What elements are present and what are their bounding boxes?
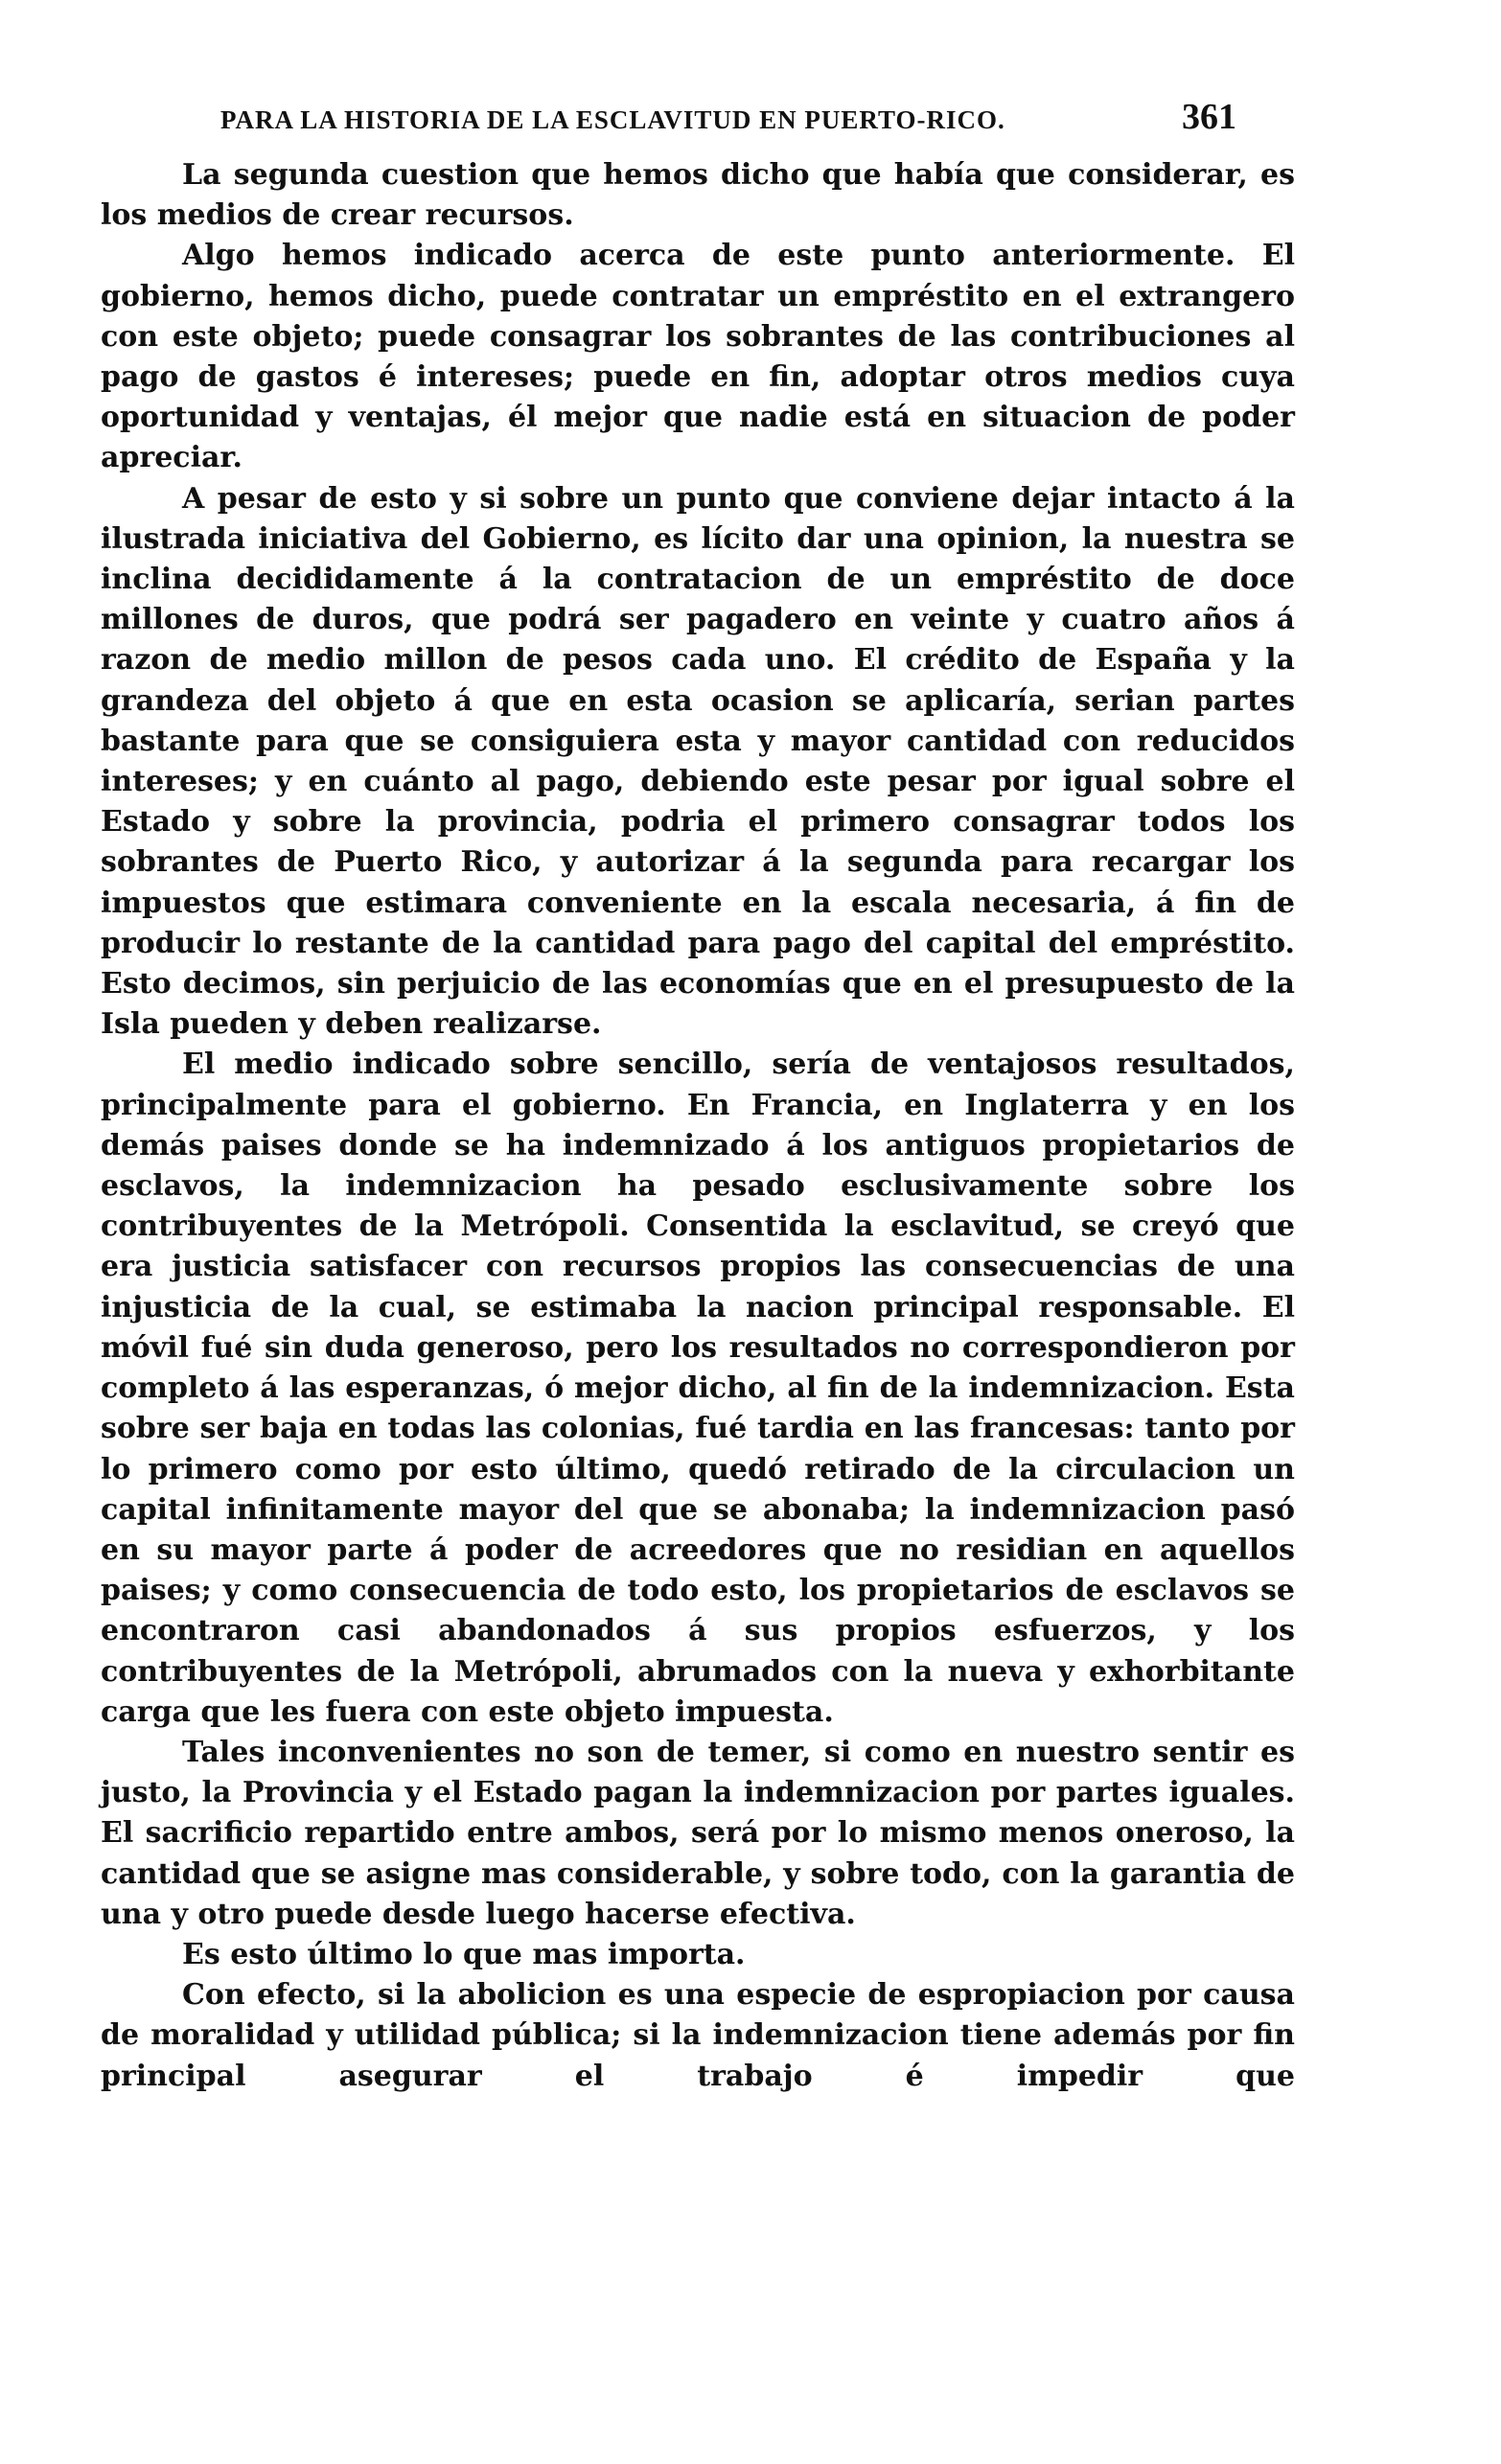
page-header [220,96,1236,138]
paragraph: A pesar de esto y si sobre un punto que conviene dejar intacto á la ilustrada iniciativa del Gobierno, es lícito dar una opinion, la nuestra se inclina decididamente á la contratacion de un empréstito de doce millones de duros, que podrá ser pagadero en veinte y cuatro años á razon de medio millon de pesos cada uno. El crédito de España y la grandeza del objeto á que en esta ocasion se aplicaría, serian partes bastante para que se consiguiera esta y mayor cantidad con reducidos intereses; y en cuánto al pago, debiendo este pesar por igual sobre el Estado y sobre la provincia, podria el primero consagrar todos los sobrantes de Puerto Rico, y autorizar á la segunda para recargar los impuestos que estimara conveniente en la escala necesaria, á fin de producir lo restante de la cantidad para pago del capital del empréstito. Esto decimos, sin perjuicio de las economías que en el presupuesto de la Isla pueden y deben realizarse. [101,481,1295,1042]
running-head: PARA LA HISTORIA DE LA ESCLAVITUD EN PUERTO-RICO. [220,105,1005,134]
paragraph: El medio indicado sobre sencillo, sería de ventajosos resultados, principalmente para el gobierno. En Francia, en Inglaterra y en los demás paises donde se ha indemnizado á los antiguos propietarios de esclavos, la indemnizacion ha pesado esclusivamente sobre los contribuyentes de la Metrópoli. Consentida la esclavitud, se creyó que era justicia satisfacer con recursos propios las consecuencias de una injusticia de la cual, se estimaba la nacion principal responsable. El móvil fué sin duda generoso, pero los resultados no correspondieron por completo á las esperanzas, ó mejor dicho, al fin de la indemnizacion. Esta sobre ser baja en todas las colonias, fué tardia en las francesas: tanto por lo primero como por esto último, quedó retirado de la circulacion un capital infinitamente mayor del que se abonaba; la indemnizacion pasó en su mayor parte á poder de acreedores que no residian en aquellos paises; y como consecuencia de todo esto, los propietarios de esclavos se encontraron casi abandonados á sus propios esfuerzos, y los contribuyentes de la Metrópoli, abrumados con la nueva y exhorbitante carga que les fuera con este objeto impuesta. [101,1048,1295,1729]
paragraph: Algo hemos indicado acerca de este punto anteriormente. El gobierno, hemos dicho, puede contratar un empréstito en el extrangero con este objeto; puede consagrar los sobrantes de las contribuciones al pago de gastos é intereses; puede en fin, adoptar otros medios cuya oportunidad y ventajas, él mejor que nadie está en situacion de poder apreciar. [101,239,1295,475]
paragraph: Es esto último lo que mas importa. [182,1937,746,1971]
paragraph: Tales inconvenientes no son de temer, si como en nuestro sentir es justo, la Provincia y el Estado pagan la indemnizacion por partes iguales. El sacrificio repartido entre ambos, será por lo mismo menos oneroso, la cantidad que se asigne mas considerable, y sobre todo, con la garantia de una y otro puede desde luego hacerse efectiva. [101,1735,1295,1931]
body-text [101,155,1295,2097]
paragraph: La segunda cuestion que hemos dicho que había que considerar, es los medios de crear recursos. [101,158,1295,233]
page-number: 361 [1182,97,1236,137]
paragraph: Con efecto, si la abolicion es una especie de espropiacion por causa de moralidad y utilidad pública; si la indemnizacion tiene además por fin principal asegurar el trabajo é impedir que [101,1978,1295,2093]
